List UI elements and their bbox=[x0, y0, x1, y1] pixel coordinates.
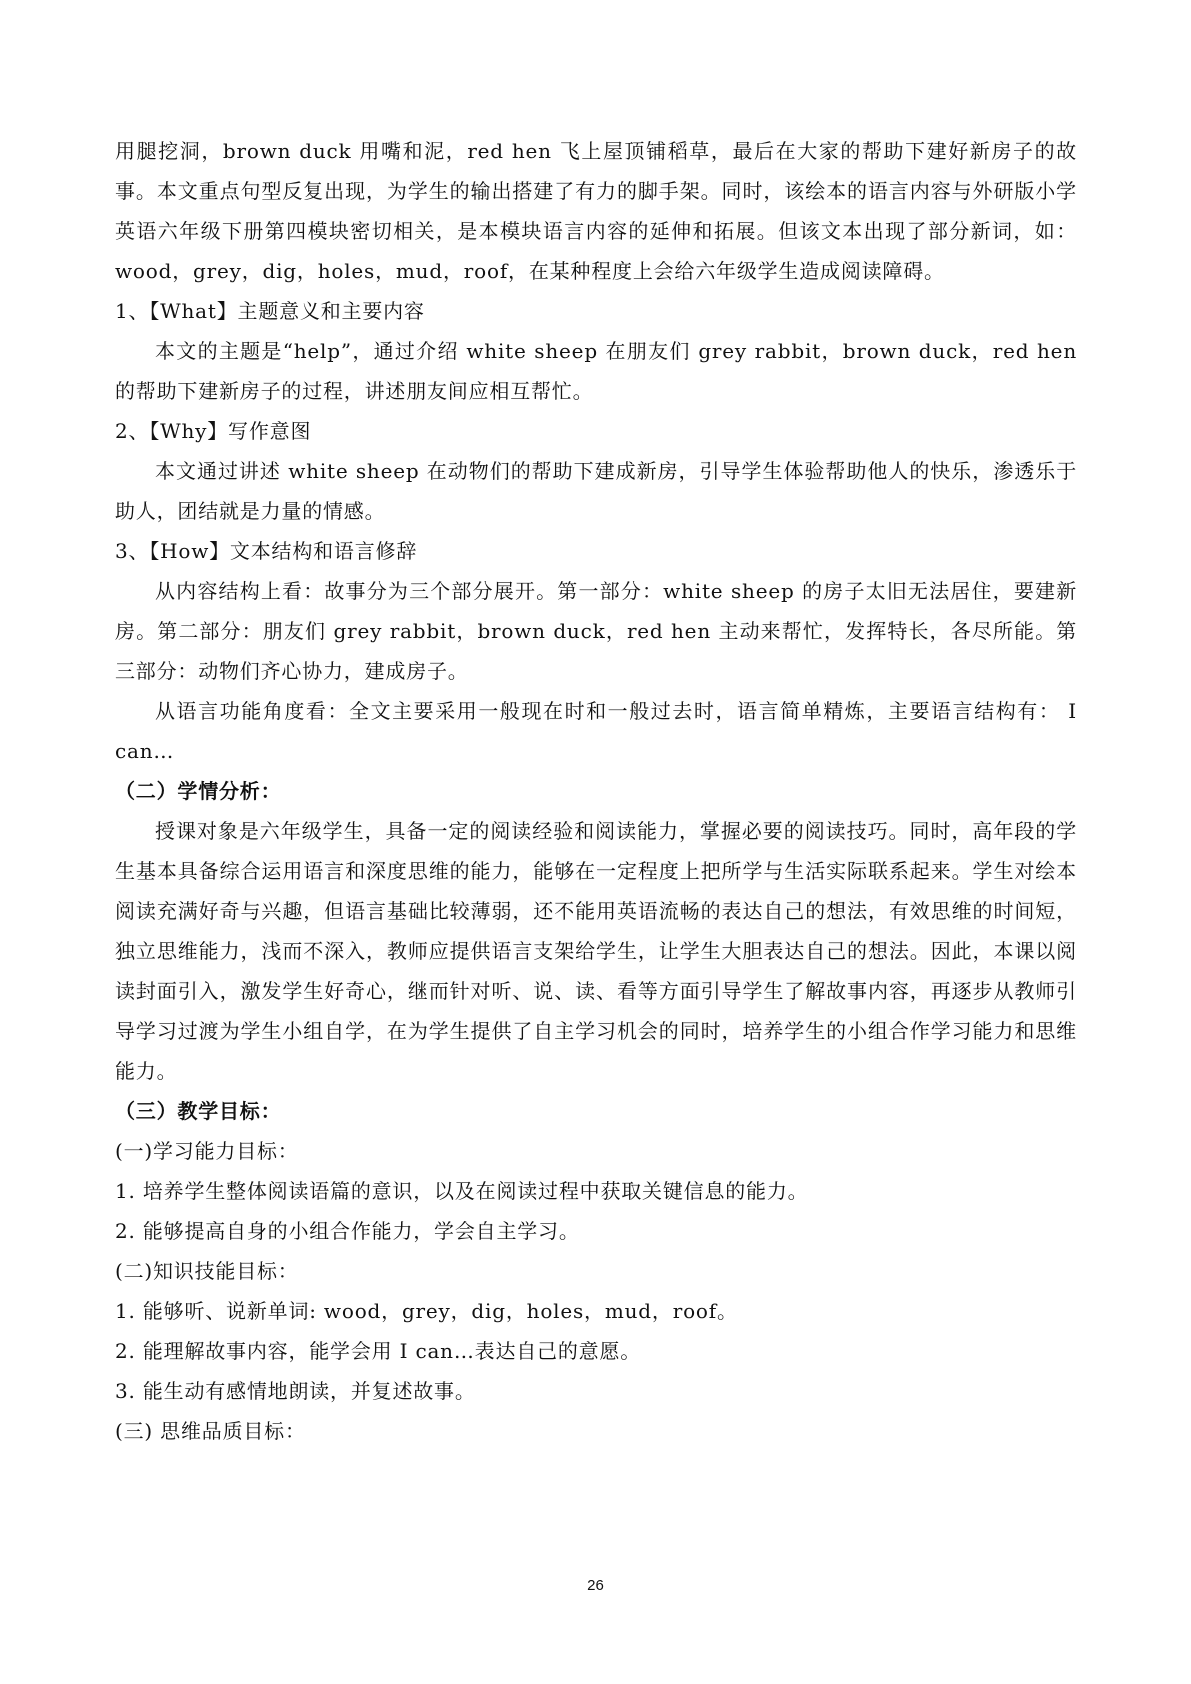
list-item-knowledge-2: 2. 能理解故事内容，能学会用 I can…表达自己的意愿。 bbox=[115, 1339, 642, 1363]
paragraph-student-analysis: 授课对象是六年级学生，具备一定的阅读经验和阅读能力，掌握必要的阅读技巧。同时，高年段的学生基本具备综合运用语言和深度思维的能力，能够在一定程度上把所学与生活实际联系起来。学生对绘本阅读充满好奇与兴趣，但语言基础比较薄弱，还不能用英语流畅的表达自己的想法，有效思维的时间短，独立思维能力，浅而不深入，教师应提供语言支架给学生，让学生大胆表达自己的想法。因此，本课以阅读封面引入，激发学生好奇心，继而针对听、说、读、看等方面引导学生了解故事内容，再逐步从教师引导学习过渡为学生小组自学，在为学生提供了自主学习机会的同时，培养学生的小组合作学习能力和思维能力。 bbox=[115, 819, 1077, 1083]
heading-student-analysis: （二）学情分析： bbox=[115, 779, 282, 803]
list-item-learning-1: 1. 培养学生整体阅读语篇的意识，以及在阅读过程中获取关键信息的能力。 bbox=[115, 1179, 809, 1203]
heading-teaching-objectives: （三）教学目标： bbox=[115, 1099, 282, 1123]
list-item-knowledge-3: 3. 能生动有感情地朗读，并复述故事。 bbox=[115, 1379, 476, 1403]
document-body bbox=[115, 131, 1077, 1451]
paragraph-why: 本文通过讲述 white sheep 在动物们的帮助下建成新房，引导学生体验帮助他人的快乐，渗透乐于助人，团结就是力量的情感。 bbox=[115, 459, 1077, 523]
heading-knowledge-skills: (二)知识技能目标： bbox=[115, 1259, 299, 1283]
heading-what: 1、【What】主题意义和主要内容 bbox=[115, 299, 425, 323]
page-number: 26 bbox=[587, 1577, 604, 1594]
paragraph-story-summary: 用腿挖洞，brown duck 用嘴和泥，red hen 飞上屋顶铺稻草，最后在大家的帮助下建好新房子的故事。本文重点句型反复出现，为学生的输出搭建了有力的脚手架。同时，该绘本的语言内容与外研版小学英语六年级下册第四模块密切相关，是本模块语言内容的延伸和拓展。但该文本出现了部分新词，如：wood，grey，dig，holes，mud，roof，在某种程度上会给六年级学生造成阅读障碍。 bbox=[115, 139, 1077, 283]
list-item-knowledge-1: 1. 能够听、说新单词: wood，grey，dig，holes，mud，roof。 bbox=[115, 1299, 738, 1323]
paragraph-language: 从语言功能角度看：全文主要采用一般现在时和一般过去时，语言简单精炼，主要语言结构有： I can… bbox=[115, 699, 1077, 763]
heading-why: 2、【Why】写作意图 bbox=[115, 419, 312, 443]
paragraph-structure: 从内容结构上看：故事分为三个部分展开。第一部分：white sheep 的房子太旧无法居住，要建新房。第二部分：朋友们 grey rabbit，brown duck，red hen 主动来帮忙，发挥特长，各尽所能。第三部分：动物们齐心协力，建成房子。 bbox=[115, 579, 1077, 683]
heading-how: 3、【How】文本结构和语言修辞 bbox=[115, 539, 418, 563]
list-item-learning-2: 2. 能够提高自身的小组合作能力，学会自主学习。 bbox=[115, 1219, 580, 1243]
heading-learning-ability: (一)学习能力目标： bbox=[115, 1139, 299, 1163]
paragraph-what: 本文的主题是“help”，通过介绍 white sheep 在朋友们 grey rabbit，brown duck，red hen 的帮助下建新房子的过程，讲述朋友间应相互帮忙。 bbox=[115, 339, 1077, 403]
heading-thinking-quality: (三) 思维品质目标： bbox=[115, 1419, 306, 1443]
